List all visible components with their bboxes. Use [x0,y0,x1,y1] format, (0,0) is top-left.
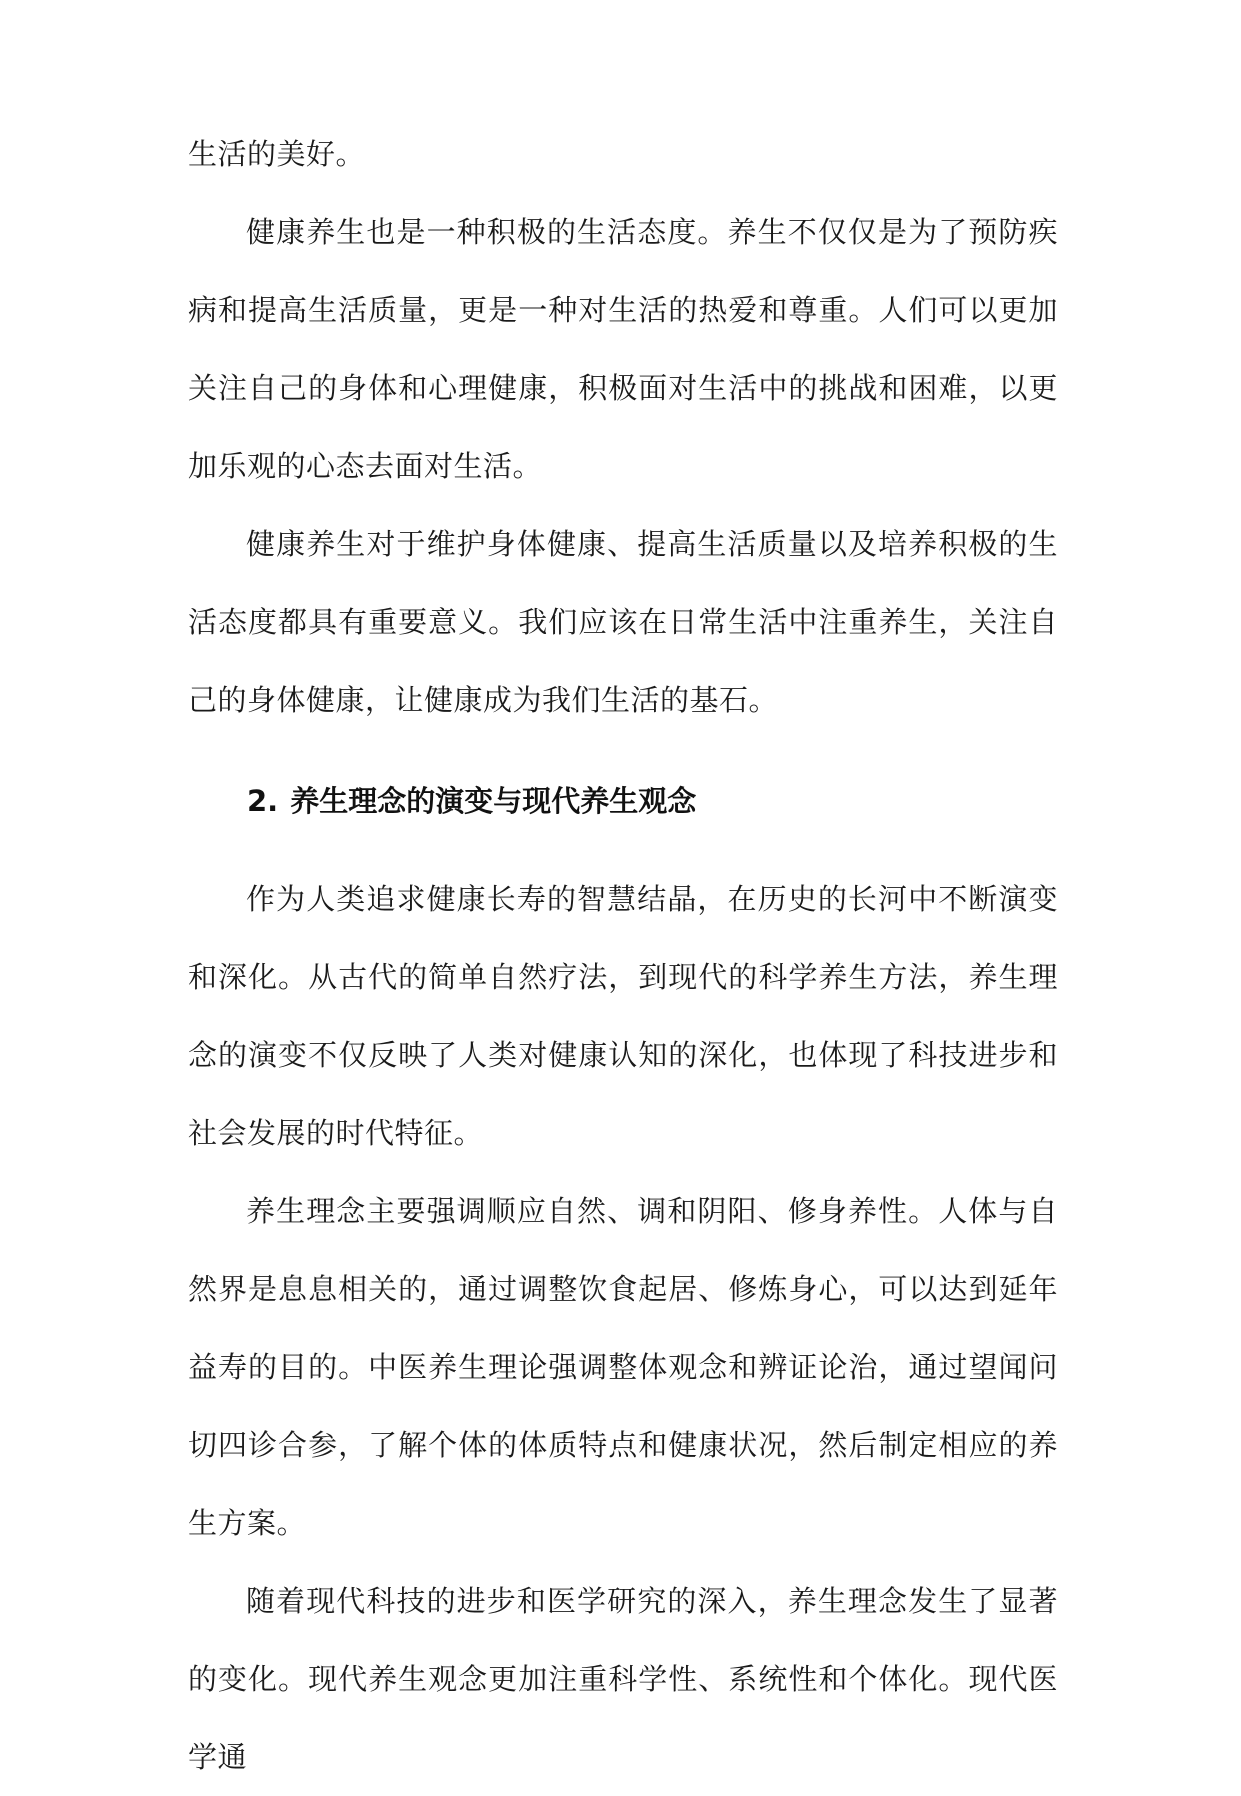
paragraph: 作为人类追求健康长寿的智慧结晶，在历史的长河中不断演变和深化。从古代的简单自然疗法，到现代的科学养生方法，养生理念的演变不仅反映了人类对健康认知的深化，也体现了科技进步和社会发展的时代特征。 [188,882,1058,1150]
paragraph: 养生理念主要强调顺应自然、调和阴阳、修身养性。人体与自然界是息息相关的，通过调整饮食起居、修炼身心，可以达到延年益寿的目的。中医养生理论强调整体观念和辨证论治，通过望闻问切四诊合参，了解个体的体质特点和健康状况，然后制定相应的养生方案。 [188,1194,1058,1540]
paragraph-continuation: 生活的美好。 [188,137,366,171]
paragraph: 健康养生也是一种积极的生活态度。养生不仅仅是为了预防疾病和提高生活质量，更是一种对生活的热爱和尊重。人们可以更加关注自己的身体和心理健康，积极面对生活中的挑战和困难，以更加乐观的心态去面对生活。 [188,215,1058,483]
heading-number: 2. [247,784,279,818]
heading-title: 养生理念的演变与现代养生观念 [290,784,697,818]
section-heading [247,781,696,821]
paragraph: 健康养生对于维护身体健康、提高生活质量以及培养积极的生活态度都具有重要意义。我们应该在日常生活中注重养生，关注自己的身体健康，让健康成为我们生活的基石。 [188,527,1058,717]
section-2-text [188,860,1058,1796]
paragraph: 随着现代科技的进步和医学研究的深入，养生理念发生了显著的变化。现代养生观念更加注重科学性、系统性和个体化。现代医学通 [188,1584,1058,1774]
section-1-text [188,115,1058,739]
